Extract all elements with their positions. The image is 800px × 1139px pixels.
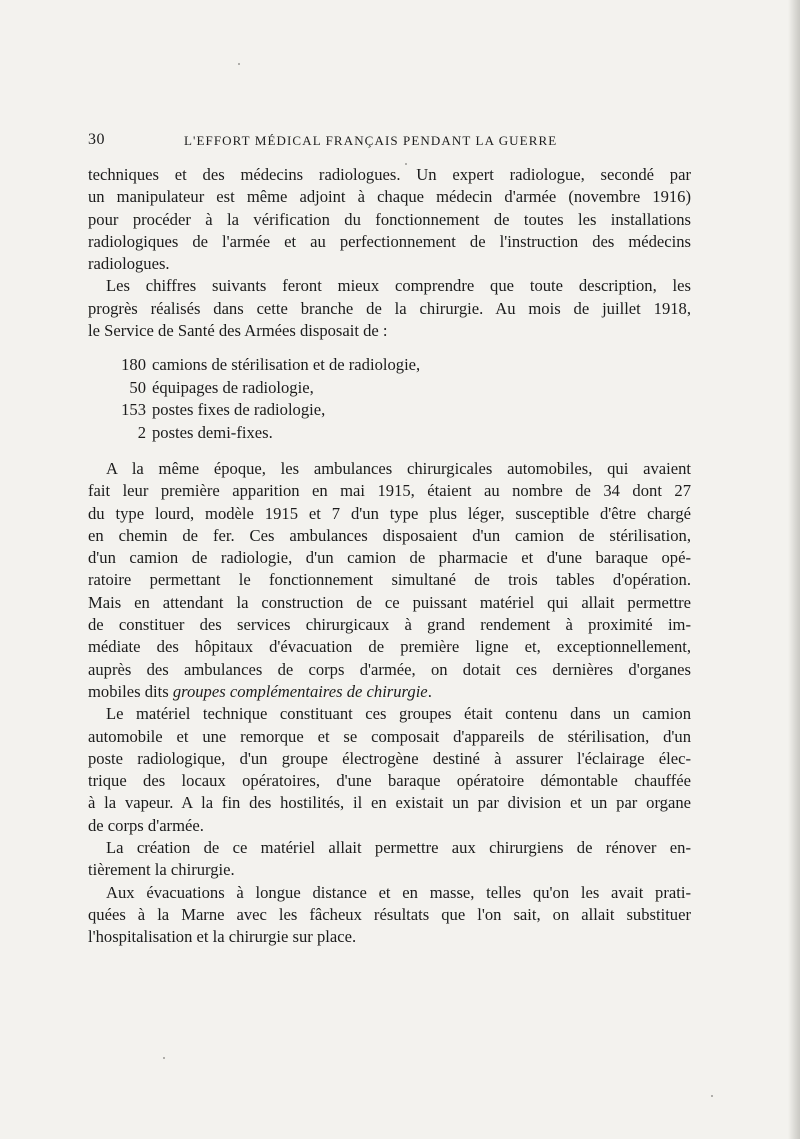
text-line: un manipulateur est même adjoint à chaque médecin d'armée (novembre 1916) (88, 187, 691, 207)
list-item-text: camions de stérilisation et de radiologie, (152, 355, 421, 375)
text-line: à la vapeur. A la fin des hostilités, il en existait un par division et un par organe (88, 793, 691, 813)
list-item-text: équipages de radiologie, (152, 377, 314, 397)
list-item (88, 354, 691, 376)
scan-speck (163, 1057, 165, 1059)
text-line: automobile et une remorque et se composait d'appareils de stérilisation, d'un (88, 726, 691, 746)
list-item-number: 50 (129, 377, 146, 397)
scan-speck (238, 63, 240, 65)
page-edge-shadow (788, 0, 800, 1139)
paragraph (88, 882, 691, 949)
text-line: Les chiffres suivants feront mieux comprendre que toute description, les (106, 276, 691, 296)
list-item-number: 2 (137, 422, 146, 442)
italic-term: groupes complémentaires de chirurgie (172, 681, 428, 701)
text-line: fait leur première apparition en mai 1915, étaient au nombre de 34 dont 27 (88, 481, 691, 501)
text-line: du type lourd, modèle 1915 et 7 d'un type plus léger, susceptible d'être chargé (88, 503, 691, 523)
text-fragment: . (427, 681, 432, 701)
list-item-number: 153 (121, 400, 146, 420)
paragraph (88, 837, 691, 882)
list-item (88, 399, 691, 421)
text-line: médiate des hôpitaux d'évacuation de première ligne et, exceptionnellement, (88, 637, 691, 657)
page-body (88, 164, 691, 948)
list-item (88, 377, 691, 399)
page-number: 30 (88, 131, 105, 148)
list-item-text: postes fixes de radiologie, (152, 400, 326, 420)
text-line: trique des locaux opératoires, d'une baraque opératoire démontable chauffée (88, 771, 691, 791)
text-line: techniques et des médecins radiologues. Un expert radiologue, secondé par (88, 165, 691, 184)
text-line: A la même époque, les ambulances chirurgicales automobiles, qui avaient (106, 458, 691, 478)
text-line (88, 681, 691, 703)
paragraph (88, 275, 691, 342)
text-line: de constituer des services chirurgicaux à grand rendement à proximité im- (88, 615, 691, 635)
text-line: le Service de Santé des Armées disposait de : (88, 321, 388, 341)
text-line: l'hospitalisation et la chirurgie sur place. (88, 927, 357, 947)
text-line: Mais en attendant la construction de ce puissant matériel qui allait permettre (88, 592, 691, 612)
list-item-number: 180 (121, 355, 146, 375)
paragraph (88, 703, 691, 837)
list-item (88, 422, 691, 444)
text-line: radiologues. (88, 254, 170, 274)
running-head: L'EFFORT MÉDICAL FRANÇAIS PENDANT LA GUERRE (184, 133, 558, 148)
text-line: progrès réalisés dans cette branche de la chirurgie. Au mois de juillet 1918, (88, 298, 691, 318)
text-fragment: mobiles dits (88, 681, 173, 701)
text-line: Aux évacuations à longue distance et en masse, telles qu'on les avait prati- (106, 882, 691, 902)
list-item-text: postes demi-fixes. (152, 422, 273, 442)
text-line: radiologiques de l'armée et au perfectionnement de l'instruction des médecins (88, 231, 691, 251)
paragraph (88, 458, 691, 703)
text-line: ratoire permettant le fonctionnement simultané de trois tables d'opération. (88, 570, 691, 590)
text-line: auprès des ambulances de corps d'armée, on dotait ces dernières d'organes (88, 659, 691, 679)
text-line: pour procéder à la vérification du fonctionnement de toutes les installations (88, 209, 691, 229)
scan-speck (711, 1095, 713, 1097)
text-line: en chemin de fer. Ces ambulances disposaient d'un camion de stérilisation, (88, 525, 691, 545)
text-line: Le matériel technique constituant ces groupes était contenu dans un camion (106, 704, 691, 724)
page-header (88, 131, 690, 153)
text-line: tièrement la chirurgie. (88, 860, 235, 880)
scan-speck (405, 163, 407, 165)
text-line: poste radiologique, d'un groupe électrogène destiné à assurer l'éclairage élec- (88, 748, 691, 768)
text-line: La création de ce matériel allait permettre aux chirurgiens de rénover en- (106, 837, 691, 857)
text-line: d'un camion de radiologie, d'un camion de pharmacie et d'une baraque opé- (88, 548, 691, 568)
equipment-list (88, 354, 691, 444)
text-line: quées à la Marne avec les fâcheux résultats que l'on sait, on allait substituer (88, 904, 691, 924)
paragraph (88, 164, 691, 275)
text-line: de corps d'armée. (88, 815, 204, 835)
